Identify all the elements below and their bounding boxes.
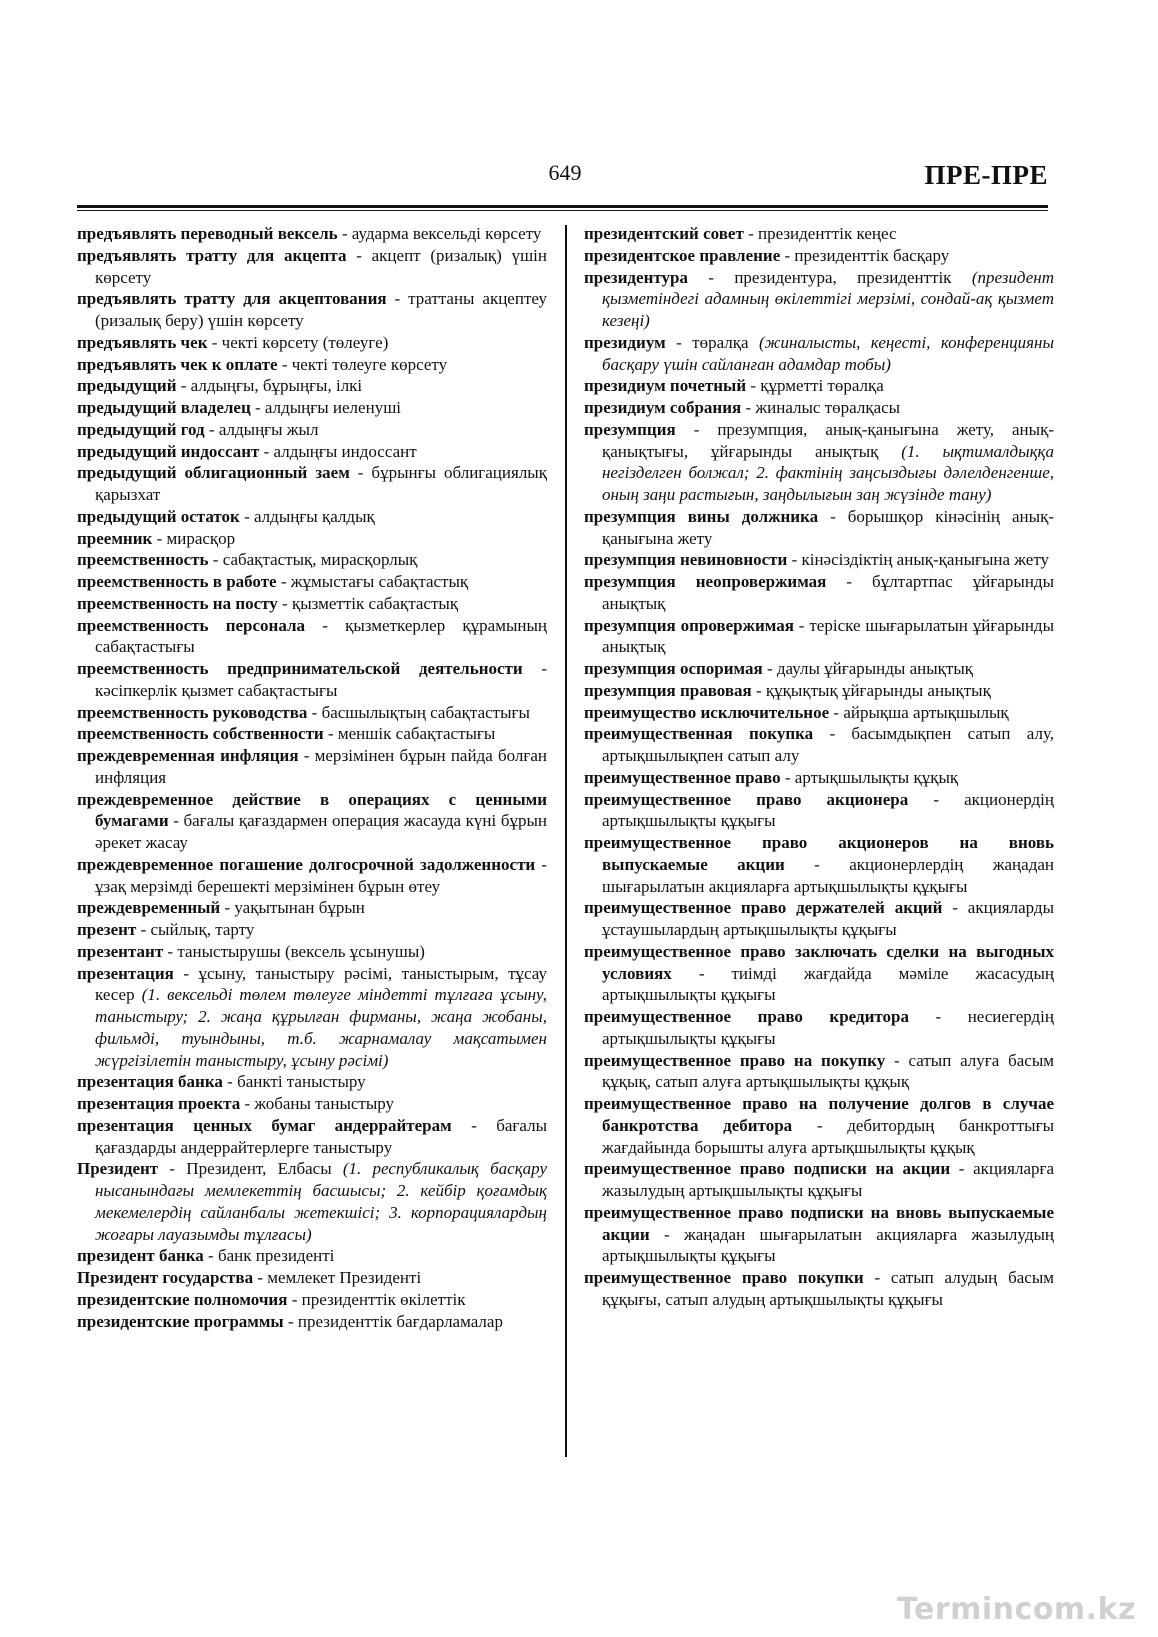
entry-translation: - президенттік өкілеттік (287, 1289, 466, 1309)
entry-translation: - акцияларды ұстаушылардың артықшылықты құқығы (602, 898, 1055, 939)
entry-headword: преждевременный (77, 898, 221, 918)
entry-headword: презумпция оспоримая (584, 659, 763, 678)
entry-headword: предыдущий (77, 376, 177, 396)
entry-headword: презумпция (584, 419, 676, 439)
entry-headword: президиум почетный (584, 376, 747, 396)
entry-translation: - уақытынан бұрын (220, 898, 365, 918)
entry-headword: предыдущий остаток (77, 506, 240, 526)
dictionary-entry (77, 1093, 547, 1115)
dictionary-entry (584, 245, 1054, 267)
entry-translation: - акцияларға жазылудың артықшылықты құқығы (602, 1159, 1055, 1200)
right-column (584, 223, 1054, 1311)
entry-headword: президентура (584, 267, 688, 287)
dictionary-entry (584, 549, 1054, 571)
entry-translation: - банкті таныстыру (222, 1072, 366, 1092)
dictionary-entry (77, 1267, 547, 1289)
entry-translation: - мемлекет Президенті (253, 1268, 422, 1287)
entry-headword: преимущественное право кредитора (584, 1007, 909, 1026)
entry-translation: - траттаны акцептеу (ризалық беру) үшін көрсету (95, 289, 547, 330)
entry-headword: презумпция правовая (584, 680, 752, 700)
dictionary-entry (77, 288, 547, 332)
header-rule-thick (77, 205, 1048, 208)
entry-translation: - чекті төлеуге көрсету (277, 354, 448, 374)
entry-gloss: (1. вексельді төлем төлеуге міндетті тұлғаға ұсыну, таныстыру; 2. жаңа құрылған фирманы, жаңа жобаны, фильмді, туындыны, т.б. жарнамалау мақсатымен жүргізілетін таныстыру, ұсыну рәсімі) (95, 985, 547, 1070)
dictionary-entry (584, 789, 1054, 833)
entry-translation: - ұзақ мерзімді берешекті мерзімінен бұрын өтеу (95, 854, 547, 896)
entry-translation: - кінәсіздіктің анық-қанығына жету (787, 550, 1050, 570)
entry-translation: - борышқор кінәсінің анық-қанығына жету (602, 506, 1054, 548)
dictionary-entry (584, 267, 1054, 332)
entry-headword: президент банка (77, 1246, 204, 1266)
entry-translation: - бағалы қағаздарды андеррайтерлерге таныстыру (95, 1115, 547, 1157)
dictionary-entry (77, 441, 547, 463)
entry-translation: - аудармa вексeльдi көрсету (337, 224, 542, 243)
entry-translation: - сыйлық, тарту (136, 920, 255, 939)
dictionary-entry (77, 528, 547, 550)
entry-translation: - президенттік бағдарламалар (283, 1311, 503, 1331)
entry-translation: - несиегердің артықшылықты құқығы (602, 1007, 1054, 1048)
dictionary-entry (584, 1158, 1054, 1202)
entry-headword: преждевременное действие в операциях с ценными бумагами (77, 789, 547, 831)
entry-translation: - акционердің артықшылықты құқығы (602, 789, 1054, 831)
entry-translation: - президенттік басқару (780, 245, 950, 265)
dictionary-entry (584, 897, 1054, 941)
running-head: ПРЕ-ПРЕ (924, 160, 1048, 190)
dictionary-entry (77, 702, 547, 724)
entry-headword: преимущественное право на покупку (584, 1050, 886, 1070)
dictionary-entry (77, 615, 547, 659)
dictionary-entry (584, 397, 1054, 419)
dictionary-entry (77, 506, 547, 528)
entry-translation: - Президент, Елбасы (158, 1159, 343, 1179)
entry-headword: презумпция вины должника (584, 506, 819, 526)
dictionary-entry (584, 702, 1054, 724)
entry-translation: - жиналыс төралқасы (741, 398, 901, 417)
dictionary-entry (584, 832, 1054, 897)
entry-translation: - жобаны таныстыру (240, 1094, 395, 1113)
entry-translation: - презумпция, анық-қанығына жету, анық-қанықтығы, ұйғарынды анықтық (602, 419, 1054, 461)
entry-translation: - жаңадан шығарылатын акцияларға жазылудың артықшылықты құқығы (602, 1224, 1054, 1266)
entry-headword: предъявлять тратту для акцепта (77, 245, 347, 265)
page-number: 649 (548, 160, 582, 185)
dictionary-entry (77, 1158, 547, 1245)
entry-headword: презентация ценных бумаг андеррайтерам (77, 1115, 452, 1135)
entry-translation: - таныстырушы (вексель ұсынушы) (163, 941, 425, 961)
entry-headword: президентское правление (584, 245, 781, 265)
entry-headword: преемственность руководства (77, 702, 308, 722)
dictionary-entry (77, 1245, 547, 1267)
entry-gloss: (жиналысты, кеңесті, конференцияны басқару үшін сайланған адамдар тобы) (602, 332, 1054, 374)
entry-headword: преимущественное право подписки на акции (584, 1159, 951, 1179)
dictionary-entry (77, 332, 547, 354)
entry-headword: презумпция невиновности (584, 550, 788, 570)
entry-translation: - айрықша артықшылық (829, 702, 1009, 722)
entry-translation: - меншік сабақтастығы (323, 724, 496, 744)
entry-headword: преимущественное право на получение долгов в случае банкротства дебитора (584, 1094, 1054, 1135)
dictionary-entry (77, 745, 547, 789)
entry-gloss: (президент қызметіндегі адамның өкілеттігі мерзімі, сондай-ақ қызмет кезеңі) (602, 267, 1054, 330)
entry-headword: преимущественное право (584, 767, 781, 787)
entry-translation: - сатып алудың басым құқығы, сатып алудың артықшылықты құқығы (602, 1268, 1054, 1309)
entry-translation: - басымдықпен сатып алу, артықшылықпен сатып алу (602, 724, 1054, 765)
entry-headword: преемственность на посту (77, 593, 278, 613)
dictionary-entry (77, 1311, 547, 1333)
left-column (77, 223, 547, 1332)
entry-headword: преемственность персонала (77, 615, 306, 635)
entry-translation: - алдыңғы қалдық (239, 506, 375, 526)
dictionary-entry (584, 223, 1054, 245)
entry-translation: - акционерлердің жаңадан шығарылатын акцияларға артықшылықты құқығы (602, 854, 1054, 896)
entry-headword: преждевременное погашение долгосрочной задолженности (77, 854, 536, 874)
dictionary-entry (77, 549, 547, 571)
entry-headword: президентские полномочия (77, 1289, 288, 1309)
dictionary-entry (77, 789, 547, 854)
entry-headword: предъявлять чек (77, 332, 208, 352)
entry-headword: преимущественное право заключать сделки на выгодных условиях (584, 941, 1054, 983)
entry-headword: предъявлять переводный вексель (77, 224, 338, 243)
entry-translation: - төралқа (665, 332, 759, 352)
entry-headword: презумпция опровержимая (584, 615, 794, 635)
dictionary-entry (584, 767, 1054, 789)
entry-translation: - бұрынғы облигациялық қарызхат (95, 463, 547, 504)
dictionary-entry (584, 1267, 1054, 1311)
entry-gloss: (1. республикалық басқару нысанындағы мемлекеттің басшысы; 2. кейбір қоғамдық мекемелердің сайланбалы жетекшісі; 3. корпорациялардың жоғары лауазымды тұлғасы) (95, 1159, 547, 1244)
entry-headword: преимущественное право акционеров на вновь выпускаемые акции (584, 833, 1054, 874)
entry-translation: - мирасқор (152, 528, 236, 548)
entry-translation: - жұмыстағы сабақтастық (276, 572, 469, 591)
dictionary-entry (584, 658, 1054, 680)
entry-translation: - президентура, президенттік (687, 267, 972, 287)
entry-headword: презумпция неопровержимая (584, 572, 827, 591)
entry-translation: - президенттік кеңес (743, 224, 897, 243)
dictionary-entry (77, 919, 547, 941)
entry-headword: предыдущий облигационный заем (77, 463, 350, 483)
dictionary-entry (584, 723, 1054, 767)
entry-headword: преемственность в работе (77, 572, 277, 591)
entry-translation: - басшылықтың сабақтастығы (307, 702, 530, 722)
entry-translation: - бұлтартпас ұйғарынды анықтық (602, 572, 1054, 613)
entry-headword: предыдущий год (77, 419, 205, 439)
entry-headword: презентант (77, 941, 164, 961)
entry-headword: преимущественное право подписки на вновь выпускаемые акции (584, 1202, 1054, 1244)
dictionary-entry (77, 223, 547, 245)
entry-headword: предъявлять тратту для акцептования (77, 289, 387, 309)
entry-headword: презент (77, 920, 137, 939)
dictionary-entry (77, 1071, 547, 1093)
dictionary-entry (77, 571, 547, 593)
entry-translation: - құқықтық ұйғарынды анықтық (751, 680, 991, 700)
entry-translation: - алдыңғы, бұрыңғы, ілкі (176, 376, 363, 396)
entry-translation: - алдыңғы жыл (204, 419, 319, 439)
entry-headword: президентские программы (77, 1311, 284, 1331)
entry-translation: - бағалы қағаздармен операция жасауда күні бұрын әрекет жасау (95, 811, 547, 852)
column-divider (565, 225, 567, 1457)
dictionary-entry (77, 1115, 547, 1159)
dictionary-entry (584, 615, 1054, 659)
entry-headword: преемственность предпринимательской деятельности (77, 659, 523, 678)
dictionary-entry (77, 375, 547, 397)
dictionary-entry (77, 897, 547, 919)
entry-translation: - даулы ұйғарынды анықтық (762, 659, 974, 678)
entry-translation: - қызметтік сабақтастық (277, 593, 459, 613)
entry-translation: - банк президенті (203, 1246, 335, 1266)
entry-headword: презентация банка (77, 1072, 223, 1092)
entry-headword: преимущественное право держателей акций (584, 898, 943, 918)
entry-headword: Президент (77, 1159, 159, 1179)
entry-translation: - алдыңғы индоссант (259, 441, 417, 461)
entry-translation: - қызметкерлер құрамының сабақтастығы (95, 615, 547, 657)
entry-headword: преимущество исключительное (584, 702, 830, 722)
entry-headword: президиум собрания (584, 398, 742, 417)
entry-translation: - артықшылықты құқық (780, 767, 959, 787)
entry-headword: предыдущий индоссант (77, 441, 260, 461)
header-rule-thin (77, 210, 1048, 211)
dictionary-entry (77, 941, 547, 963)
entry-translation: - құрметті төралқа (746, 376, 884, 396)
entry-headword: предъявлять чек к оплате (77, 354, 278, 374)
dictionary-entry (77, 1289, 547, 1311)
entry-headword: презентация (77, 963, 174, 983)
dictionary-entry (584, 332, 1054, 376)
entry-headword: преемственность (77, 550, 209, 570)
entry-headword: презентация проекта (77, 1094, 241, 1113)
dictionary-entry (584, 1006, 1054, 1050)
dictionary-entry (77, 593, 547, 615)
dictionary-entry (584, 1202, 1054, 1267)
dictionary-entry (77, 723, 547, 745)
entry-headword: преимущественная покупка (584, 724, 814, 744)
entry-translation: - тиімді жағдайда мәміле жасасудың артықшылықты құқығы (602, 963, 1054, 1005)
entry-headword: преимущественное право акционера (584, 789, 909, 809)
dictionary-entry (77, 658, 547, 702)
dictionary-entry (584, 680, 1054, 702)
dictionary-entry (584, 506, 1054, 550)
entry-translation: - сабақтастық, мирасқорлық (208, 550, 418, 570)
watermark-logo: Termincom.kz (897, 1592, 1136, 1627)
entry-headword: преемственность собственности (77, 724, 324, 744)
dictionary-entry (77, 854, 547, 898)
dictionary-entry (584, 941, 1054, 1006)
entry-headword: Президент государства (77, 1268, 254, 1287)
entry-translation: - кәсіпкерлік қызмет сабақтастығы (95, 659, 547, 700)
dictionary-entry (77, 354, 547, 376)
entry-translation: - чекті көрсету (төлеуге) (207, 332, 389, 352)
entry-headword: президентский совет (584, 224, 744, 243)
entry-translation: - дебитордың банкроттығы жағдайында борышты алуға артықшылықты құқық (602, 1115, 1054, 1157)
entry-translation: - теріске шығарылатын ұйғарынды анықтық (602, 615, 1055, 657)
entry-gloss: (1. ықтималдыққа негізделген болжал; 2. фактінің заңсыздығы дәлелденгенше, оның заңи растығын, заңдылығын заң жүзінде тану) (602, 441, 1054, 504)
dictionary-entry (584, 1050, 1054, 1094)
entry-translation: - алдыңғы иеленуші (250, 398, 402, 417)
entry-headword: преждевременная инфляция (77, 746, 299, 765)
dictionary-entry (77, 963, 547, 1072)
dictionary-entry (77, 419, 547, 441)
dictionary-entry (77, 397, 547, 419)
entry-translation: - сатып алуға басым құқық, сатып алуға артықшылықты құқық (602, 1050, 1054, 1092)
dictionary-entry (77, 245, 547, 289)
entry-headword: предыдущий владелец (77, 398, 251, 417)
dictionary-entry (584, 1093, 1054, 1158)
entry-headword: президиум (584, 332, 666, 352)
entry-translation: - акцепт (ризалық) үшін көрсету (95, 245, 548, 287)
entry-headword: преемник (77, 528, 153, 548)
entry-translation: - ұсыну, таныстыру рәсімі, таныстырым, тұсау кесер (95, 963, 547, 1005)
dictionary-entry (584, 571, 1054, 615)
dictionary-entry (77, 462, 547, 506)
dictionary-entry (584, 419, 1054, 506)
entry-translation: - мерзімінен бұрын пайда болған инфляция (95, 746, 547, 787)
entry-headword: преимущественное право покупки (584, 1268, 864, 1287)
dictionary-entry (584, 375, 1054, 397)
